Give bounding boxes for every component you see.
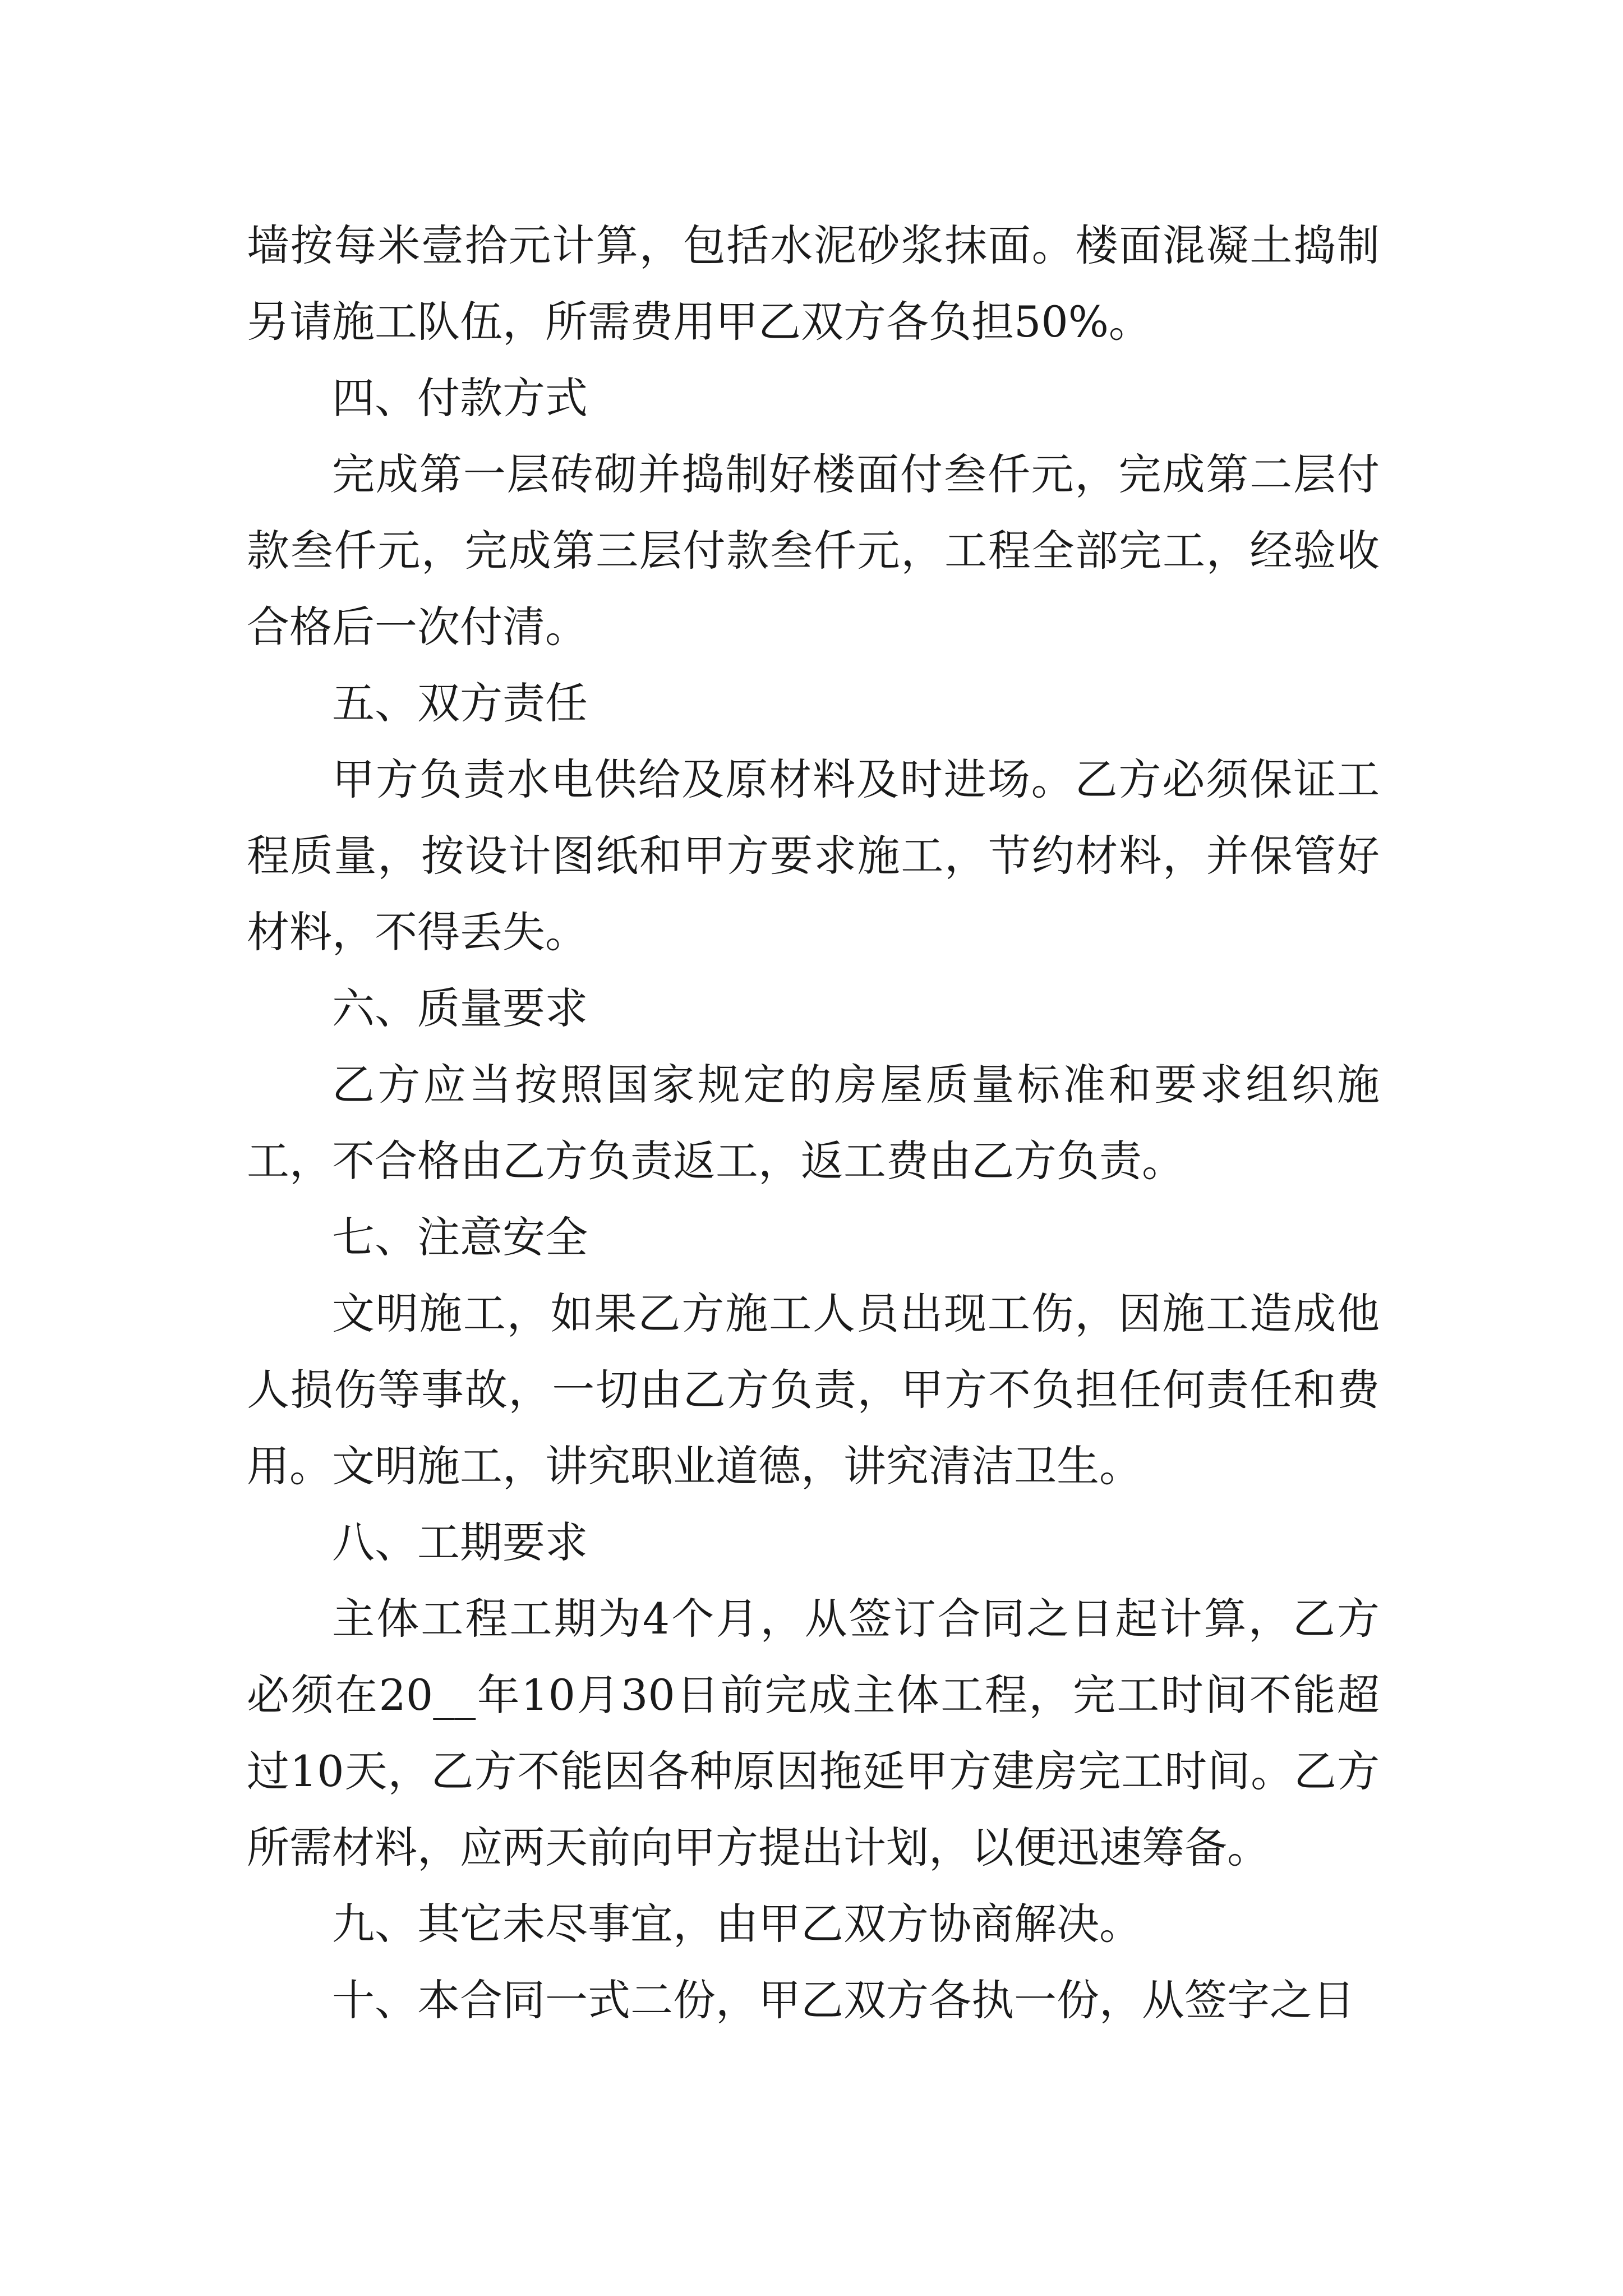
paragraph-schedule: 主体工程工期为4个月，从签订合同之日起计算，乙方必须在20__年10月30日前完成主体工程，完工时间不能超过10天，乙方不能因各种原因拖延甲方建房完工时间。乙方所需材料，应两天前向甲方提出计划，以便迅速筹备。 <box>247 1594 1380 1872</box>
paragraph-wall-cost: 墙按每米壹拾元计算，包括水泥砂浆抹面。楼面混凝土捣制另请施工队伍，所需费用甲乙双方各负担50%。 <box>247 220 1380 347</box>
clause-other-matters: 九、其它未尽事宜，由甲乙双方协商解决。 <box>332 1899 1142 1949</box>
clause-copies: 十、本合同一式二份，甲乙双方各执一份，从签字之日 <box>332 1975 1355 2025</box>
paragraph-quality: 乙方应当按照国家规定的房屋质量标准和要求组织施工，不合格由乙方负责返工，返工费由乙方负责。 <box>247 1060 1380 1186</box>
heading-safety: 七、注意安全 <box>332 1212 588 1262</box>
paragraph-payment-method: 完成第一层砖砌并捣制好楼面付叁仟元，完成第二层付款叁仟元，完成第三层付款叁仟元，工程全部完工，经验收合格后一次付清。 <box>247 449 1380 652</box>
document-body <box>247 208 1380 2039</box>
heading-quality: 六、质量要求 <box>332 983 588 1033</box>
heading-schedule: 八、工期要求 <box>332 1517 588 1567</box>
heading-responsibilities: 五、双方责任 <box>332 678 588 728</box>
paragraph-responsibilities: 甲方负责水电供给及原材料及时进场。乙方必须保证工程质量，按设计图纸和甲方要求施工，节约材料，并保管好材料，不得丢失。 <box>247 754 1380 957</box>
paragraph-safety: 文明施工，如果乙方施工人员出现工伤，因施工造成他人损伤等事故，一切由乙方负责，甲方不负担任何责任和费用。文明施工，讲究职业道德，讲究清洁卫生。 <box>247 1289 1380 1491</box>
heading-payment-method: 四、付款方式 <box>332 373 588 423</box>
